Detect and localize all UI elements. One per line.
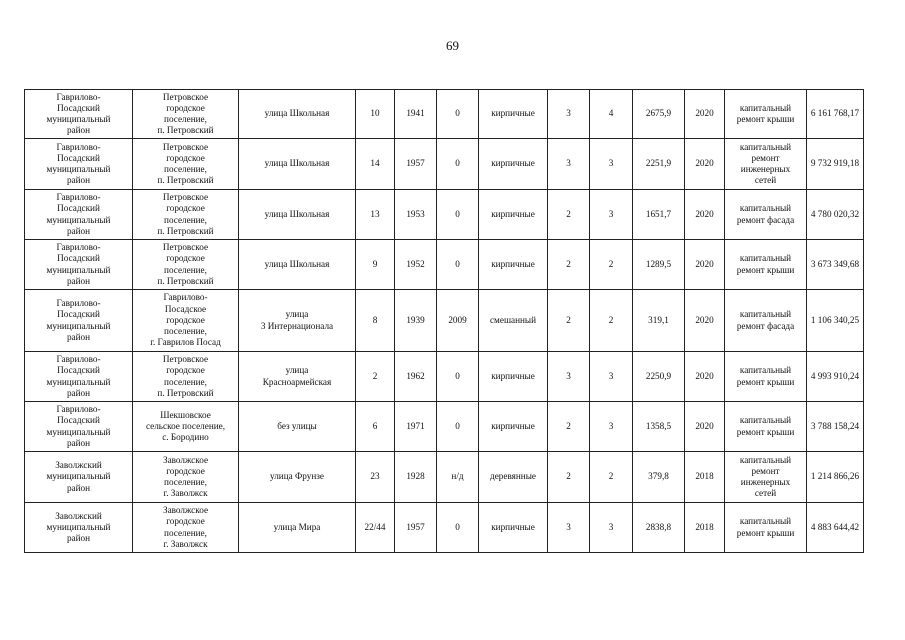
wall-material-cell: кирпичные: [479, 139, 548, 190]
work-type-cell: капитальный ремонт крыши: [725, 402, 807, 452]
build-year-cell: 1957: [395, 139, 437, 190]
entrances-cell: 3: [590, 402, 633, 452]
house-number-cell: 2: [356, 352, 395, 402]
settlement-cell: Петровское городское поселение, п. Петровский: [133, 90, 239, 139]
cost-cell: 4 993 910,24: [807, 352, 864, 402]
district-cell: Заволжский муниципальный район: [25, 452, 133, 503]
work-type-cell: капитальный ремонт инженерных сетей: [725, 139, 807, 190]
reconstruction-year-cell: 0: [437, 402, 479, 452]
floors-cell: 3: [548, 352, 590, 402]
floors-cell: 3: [548, 139, 590, 190]
wall-material-cell: кирпичные: [479, 402, 548, 452]
reconstruction-year-cell: 0: [437, 90, 479, 139]
settlement-cell: Петровское городское поселение, п. Петровский: [133, 240, 239, 290]
area-cell: 319,1: [633, 290, 685, 352]
work-type-cell: капитальный ремонт крыши: [725, 90, 807, 139]
cost-cell: 1 106 340,25: [807, 290, 864, 352]
cost-cell: 4 883 644,42: [807, 503, 864, 553]
plan-year-cell: 2020: [685, 290, 725, 352]
table-row: [25, 402, 864, 452]
area-cell: 1358,5: [633, 402, 685, 452]
cost-cell: 9 732 919,18: [807, 139, 864, 190]
settlement-cell: Петровское городское поселение, п. Петровский: [133, 190, 239, 240]
district-cell: Гаврилово- Посадский муниципальный район: [25, 139, 133, 190]
table-row: [25, 240, 864, 290]
build-year-cell: 1928: [395, 452, 437, 503]
entrances-cell: 3: [590, 352, 633, 402]
street-cell: без улицы: [239, 402, 356, 452]
cost-cell: 3 673 349,68: [807, 240, 864, 290]
district-cell: Гаврилово- Посадский муниципальный район: [25, 190, 133, 240]
work-type-cell: капитальный ремонт фасада: [725, 190, 807, 240]
build-year-cell: 1962: [395, 352, 437, 402]
floors-cell: 2: [548, 190, 590, 240]
wall-material-cell: кирпичные: [479, 352, 548, 402]
settlement-cell: Шекшовское сельское поселение, с. Бородино: [133, 402, 239, 452]
reconstruction-year-cell: 2009: [437, 290, 479, 352]
reconstruction-year-cell: н/д: [437, 452, 479, 503]
house-number-cell: 23: [356, 452, 395, 503]
settlement-cell: Петровское городское поселение, п. Петровский: [133, 352, 239, 402]
work-type-cell: капитальный ремонт инженерных сетей: [725, 452, 807, 503]
build-year-cell: 1941: [395, 90, 437, 139]
reconstruction-year-cell: 0: [437, 139, 479, 190]
wall-material-cell: кирпичные: [479, 90, 548, 139]
district-cell: Гаврилово- Посадский муниципальный район: [25, 352, 133, 402]
settlement-cell: Заволжское городское поселение, г. Заволжск: [133, 503, 239, 553]
entrances-cell: 2: [590, 240, 633, 290]
reconstruction-year-cell: 0: [437, 503, 479, 553]
street-cell: улица Школьная: [239, 139, 356, 190]
work-type-cell: капитальный ремонт крыши: [725, 240, 807, 290]
wall-material-cell: смешанный: [479, 290, 548, 352]
area-cell: 2675,9: [633, 90, 685, 139]
house-number-cell: 13: [356, 190, 395, 240]
page-number: 69: [446, 38, 459, 53]
house-number-cell: 14: [356, 139, 395, 190]
area-cell: 1289,5: [633, 240, 685, 290]
reconstruction-year-cell: 0: [437, 240, 479, 290]
street-cell: улица Мира: [239, 503, 356, 553]
street-cell: улица Школьная: [239, 90, 356, 139]
build-year-cell: 1957: [395, 503, 437, 553]
cost-cell: 4 780 020,32: [807, 190, 864, 240]
cost-cell: 3 788 158,24: [807, 402, 864, 452]
floors-cell: 2: [548, 452, 590, 503]
reconstruction-year-cell: 0: [437, 352, 479, 402]
street-cell: улица Школьная: [239, 190, 356, 240]
table-row: [25, 352, 864, 402]
floors-cell: 2: [548, 240, 590, 290]
house-number-cell: 9: [356, 240, 395, 290]
work-type-cell: капитальный ремонт фасада: [725, 290, 807, 352]
floors-cell: 3: [548, 503, 590, 553]
entrances-cell: 3: [590, 139, 633, 190]
wall-material-cell: кирпичные: [479, 503, 548, 553]
table-row: [25, 452, 864, 503]
entrances-cell: 2: [590, 452, 633, 503]
table-row: [25, 503, 864, 553]
house-number-cell: 10: [356, 90, 395, 139]
reconstruction-year-cell: 0: [437, 190, 479, 240]
floors-cell: 2: [548, 290, 590, 352]
plan-year-cell: 2020: [685, 90, 725, 139]
work-type-cell: капитальный ремонт крыши: [725, 503, 807, 553]
house-number-cell: 6: [356, 402, 395, 452]
district-cell: Гаврилово- Посадский муниципальный район: [25, 240, 133, 290]
district-cell: Заволжский муниципальный район: [25, 503, 133, 553]
entrances-cell: 3: [590, 503, 633, 553]
wall-material-cell: деревянные: [479, 452, 548, 503]
area-cell: 379,8: [633, 452, 685, 503]
housing-repair-table: [24, 89, 864, 553]
street-cell: улица Фрунзе: [239, 452, 356, 503]
plan-year-cell: 2018: [685, 503, 725, 553]
entrances-cell: 2: [590, 290, 633, 352]
plan-year-cell: 2018: [685, 452, 725, 503]
district-cell: Гаврилово- Посадский муниципальный район: [25, 290, 133, 352]
house-number-cell: 22/44: [356, 503, 395, 553]
area-cell: 1651,7: [633, 190, 685, 240]
street-cell: улица Школьная: [239, 240, 356, 290]
wall-material-cell: кирпичные: [479, 240, 548, 290]
settlement-cell: Гаврилово- Посадское городское поселение, г. Гаврилов Посад: [133, 290, 239, 352]
cost-cell: 6 161 768,17: [807, 90, 864, 139]
floors-cell: 3: [548, 90, 590, 139]
district-cell: Гаврилово- Посадский муниципальный район: [25, 402, 133, 452]
plan-year-cell: 2020: [685, 139, 725, 190]
area-cell: 2251,9: [633, 139, 685, 190]
table-row: [25, 290, 864, 352]
area-cell: 2838,8: [633, 503, 685, 553]
area-cell: 2250,9: [633, 352, 685, 402]
plan-year-cell: 2020: [685, 240, 725, 290]
wall-material-cell: кирпичные: [479, 190, 548, 240]
cost-cell: 1 214 866,26: [807, 452, 864, 503]
floors-cell: 2: [548, 402, 590, 452]
plan-year-cell: 2020: [685, 190, 725, 240]
build-year-cell: 1952: [395, 240, 437, 290]
house-number-cell: 8: [356, 290, 395, 352]
settlement-cell: Заволжское городское поселение, г. Заволжск: [133, 452, 239, 503]
entrances-cell: 4: [590, 90, 633, 139]
district-cell: Гаврилово- Посадский муниципальный район: [25, 90, 133, 139]
plan-year-cell: 2020: [685, 352, 725, 402]
work-type-cell: капитальный ремонт крыши: [725, 352, 807, 402]
table-row: [25, 139, 864, 190]
plan-year-cell: 2020: [685, 402, 725, 452]
table-row: [25, 90, 864, 139]
street-cell: улица Красноармейская: [239, 352, 356, 402]
street-cell: улица 3 Интернационала: [239, 290, 356, 352]
settlement-cell: Петровское городское поселение, п. Петровский: [133, 139, 239, 190]
build-year-cell: 1971: [395, 402, 437, 452]
table-row: [25, 190, 864, 240]
entrances-cell: 3: [590, 190, 633, 240]
build-year-cell: 1953: [395, 190, 437, 240]
build-year-cell: 1939: [395, 290, 437, 352]
